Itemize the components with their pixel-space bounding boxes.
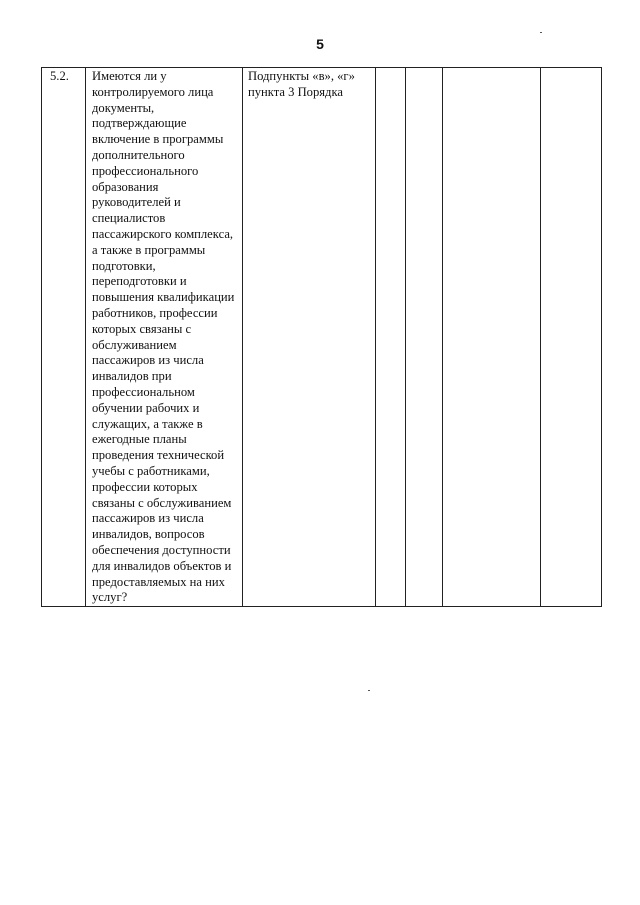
scan-speck [368,690,370,691]
legal-reference-cell: Подпункты «в», «г» пункта 3 Порядка [243,68,376,607]
question-cell: Имеются ли у контролируемого лица документы, подтверждающие включение в программы дополнительного профессионального образования руководителей и специалистов пассажирского комплекса, а также в программы подготовки, переподготовки и повышения квалификации работников, профессии которых связаны с обслуживанием пассажиров из числа инвалидов при профессиональном обучении рабочих и служащих, а также в ежегодные планы проведения технической учебы с работниками, профессии которых связаны с обслуживанием пассажиров из числа инвалидов, вопросов обеспечения доступности для инвалидов объектов и предоставляемых на них услуг? [86,68,243,607]
checklist-table [41,67,602,607]
page-number: 5 [316,36,324,52]
answer-not-applicable-cell[interactable] [443,68,541,607]
scan-speck [540,32,542,33]
answer-no-cell[interactable] [406,68,443,607]
note-cell[interactable] [541,68,602,607]
answer-yes-cell[interactable] [376,68,406,607]
table-row [42,68,602,607]
row-number-cell: 5.2. [42,68,86,607]
